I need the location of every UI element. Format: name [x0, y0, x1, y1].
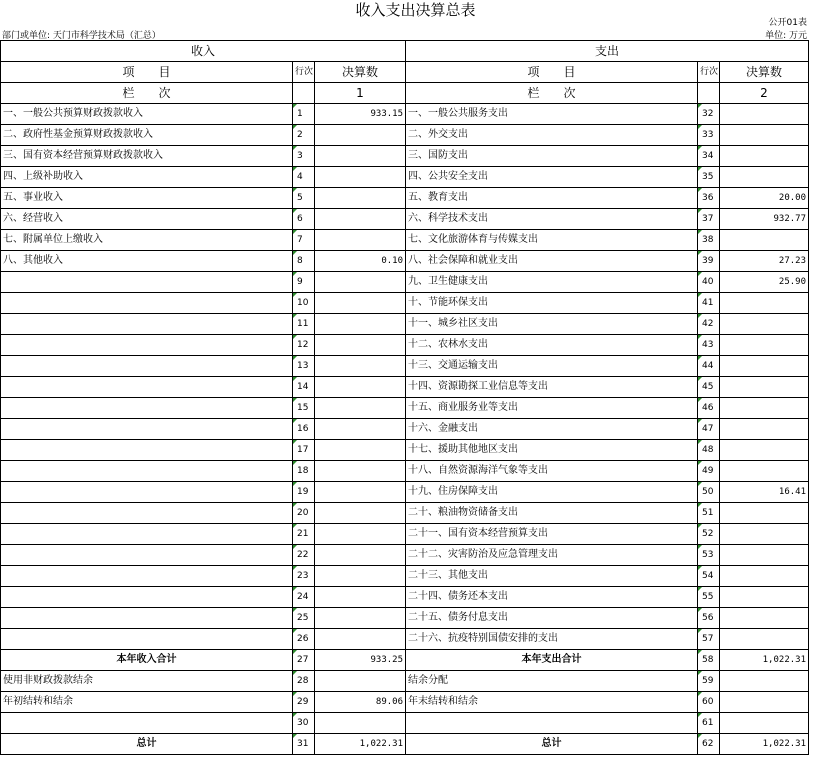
income-amount — [315, 482, 406, 503]
expense-line-number: 45 — [698, 377, 720, 398]
expense-item-label: 五、教育支出 — [406, 188, 698, 209]
expense-item-label — [406, 713, 698, 734]
expense-amount — [720, 671, 809, 692]
income-line-number: 9 — [293, 272, 315, 293]
expense-amount — [720, 692, 809, 713]
income-amount — [315, 293, 406, 314]
income-item-label: 六、经营收入 — [1, 209, 293, 230]
income-item-label — [1, 419, 293, 440]
expense-amount — [720, 335, 809, 356]
expense-amount — [720, 503, 809, 524]
expense-amount — [720, 125, 809, 146]
expense-line-number: 47 — [698, 419, 720, 440]
table-row — [1, 734, 809, 755]
income-amount — [315, 566, 406, 587]
income-amount — [315, 398, 406, 419]
income-line-number: 29 — [293, 692, 315, 713]
income-item-label: 一、一般公共预算财政拨款收入 — [1, 104, 293, 125]
income-item-label — [1, 566, 293, 587]
income-item-label — [1, 713, 293, 734]
expense-line-number: 58 — [698, 650, 720, 671]
expense-column-number: 2 — [720, 83, 809, 104]
form-code: 公开01表 — [768, 18, 807, 28]
table-row — [1, 713, 809, 734]
table-row — [1, 503, 809, 524]
income-line-number: 26 — [293, 629, 315, 650]
income-line-number: 22 — [293, 545, 315, 566]
expense-line-number: 41 — [698, 293, 720, 314]
expense-item-label: 十五、商业服务业等支出 — [406, 398, 698, 419]
income-amount — [315, 587, 406, 608]
expense-item-label: 二十、粮油物资储备支出 — [406, 503, 698, 524]
expense-item-label: 十四、资源勘探工业信息等支出 — [406, 377, 698, 398]
expense-line-number: 59 — [698, 671, 720, 692]
expense-amount — [720, 230, 809, 251]
expense-line-number: 48 — [698, 440, 720, 461]
table-row — [1, 398, 809, 419]
table-row — [1, 482, 809, 503]
expense-item-label: 三、国防支出 — [406, 146, 698, 167]
table-row — [1, 188, 809, 209]
income-line-number: 24 — [293, 587, 315, 608]
table-row — [1, 104, 809, 125]
income-item-label — [1, 356, 293, 377]
income-amount: 933.15 — [315, 104, 406, 125]
income-item-label — [1, 461, 293, 482]
table-row — [1, 230, 809, 251]
department-label: 部门或单位: 天门市科学技术局（汇总） — [2, 31, 161, 41]
expense-item-label: 二十四、债务还本支出 — [406, 587, 698, 608]
income-column-blank — [293, 83, 315, 104]
expense-item-label: 总计 — [406, 734, 698, 755]
income-amount: 1,022.31 — [315, 734, 406, 755]
expense-amount — [720, 713, 809, 734]
income-line-number: 6 — [293, 209, 315, 230]
income-line-number: 21 — [293, 524, 315, 545]
income-line-number: 16 — [293, 419, 315, 440]
expense-line-number: 44 — [698, 356, 720, 377]
expense-line-number: 32 — [698, 104, 720, 125]
table-row — [1, 608, 809, 629]
income-item-label — [1, 545, 293, 566]
income-amount — [315, 671, 406, 692]
income-amount — [315, 713, 406, 734]
expense-item-label: 二十二、灾害防治及应急管理支出 — [406, 545, 698, 566]
expense-amount — [720, 356, 809, 377]
expense-amount — [720, 440, 809, 461]
income-amount — [315, 461, 406, 482]
expense-line-number: 36 — [698, 188, 720, 209]
expense-item-label: 八、社会保障和就业支出 — [406, 251, 698, 272]
expense-header: 支出 — [406, 41, 809, 62]
expense-item-label: 十七、援助其他地区支出 — [406, 440, 698, 461]
table-row — [1, 146, 809, 167]
income-amount — [315, 419, 406, 440]
table-row — [1, 440, 809, 461]
income-amount — [315, 167, 406, 188]
expense-item-label: 二十六、抗疫特别国债安排的支出 — [406, 629, 698, 650]
income-amount: 933.25 — [315, 650, 406, 671]
income-amount — [315, 629, 406, 650]
income-amount — [315, 356, 406, 377]
table-row — [1, 587, 809, 608]
income-item-label — [1, 377, 293, 398]
income-amount — [315, 503, 406, 524]
table-row — [1, 461, 809, 482]
expense-amount: 16.41 — [720, 482, 809, 503]
income-item-label — [1, 314, 293, 335]
income-amount — [315, 377, 406, 398]
expense-item-label: 十八、自然资源海洋气象等支出 — [406, 461, 698, 482]
income-item-label: 七、附属单位上缴收入 — [1, 230, 293, 251]
income-line-number: 7 — [293, 230, 315, 251]
expense-amount — [720, 314, 809, 335]
income-item-label — [1, 335, 293, 356]
expense-amount — [720, 608, 809, 629]
expense-amount: 932.77 — [720, 209, 809, 230]
income-item-label: 八、其他收入 — [1, 251, 293, 272]
expense-amount-header: 决算数 — [720, 62, 809, 83]
income-amount: 0.10 — [315, 251, 406, 272]
income-line-number: 20 — [293, 503, 315, 524]
expense-item-label: 一、一般公共服务支出 — [406, 104, 698, 125]
expense-item-label: 二十一、国有资本经营预算支出 — [406, 524, 698, 545]
income-amount — [315, 440, 406, 461]
income-item-label — [1, 293, 293, 314]
expense-item-label: 七、文化旅游体育与传媒支出 — [406, 230, 698, 251]
income-line-header: 行次 — [293, 62, 315, 83]
income-line-number: 30 — [293, 713, 315, 734]
page-title: 收入支出决算总表 — [355, 1, 476, 19]
income-line-number: 27 — [293, 650, 315, 671]
expense-line-number: 35 — [698, 167, 720, 188]
income-amount — [315, 146, 406, 167]
expense-amount — [720, 377, 809, 398]
table-row — [1, 251, 809, 272]
income-line-number: 5 — [293, 188, 315, 209]
expense-line-number: 60 — [698, 692, 720, 713]
summary-table — [0, 40, 809, 755]
expense-item-label: 十六、金融支出 — [406, 419, 698, 440]
expense-line-number: 55 — [698, 587, 720, 608]
income-item-label — [1, 503, 293, 524]
table-row — [1, 356, 809, 377]
expense-line-number: 54 — [698, 566, 720, 587]
expense-item-label: 二十五、债务付息支出 — [406, 608, 698, 629]
income-amount: 89.06 — [315, 692, 406, 713]
expense-line-number: 62 — [698, 734, 720, 755]
expense-item-label: 二十三、其他支出 — [406, 566, 698, 587]
expense-line-number: 49 — [698, 461, 720, 482]
expense-line-number: 53 — [698, 545, 720, 566]
income-item-label — [1, 398, 293, 419]
income-line-number: 18 — [293, 461, 315, 482]
expense-line-number: 56 — [698, 608, 720, 629]
expense-item-label: 二、外交支出 — [406, 125, 698, 146]
table-row — [1, 377, 809, 398]
expense-line-number: 40 — [698, 272, 720, 293]
income-line-number: 31 — [293, 734, 315, 755]
expense-line-number: 46 — [698, 398, 720, 419]
table-row — [1, 524, 809, 545]
expense-amount: 1,022.31 — [720, 734, 809, 755]
income-amount — [315, 314, 406, 335]
table-row — [1, 671, 809, 692]
income-line-number: 15 — [293, 398, 315, 419]
expense-item-header: 项 目 — [406, 62, 698, 83]
income-amount — [315, 209, 406, 230]
expense-item-label: 年末结转和结余 — [406, 692, 698, 713]
income-line-number: 19 — [293, 482, 315, 503]
table-row — [1, 272, 809, 293]
expense-item-label: 六、科学技术支出 — [406, 209, 698, 230]
income-item-label: 总计 — [1, 734, 293, 755]
expense-amount — [720, 146, 809, 167]
expense-item-label: 四、公共安全支出 — [406, 167, 698, 188]
expense-line-number: 52 — [698, 524, 720, 545]
income-item-label — [1, 272, 293, 293]
income-column-label: 栏 次 — [1, 83, 293, 104]
income-amount — [315, 230, 406, 251]
expense-item-label: 十九、住房保障支出 — [406, 482, 698, 503]
expense-amount: 27.23 — [720, 251, 809, 272]
expense-amount — [720, 566, 809, 587]
expense-line-number: 38 — [698, 230, 720, 251]
expense-amount — [720, 524, 809, 545]
income-line-number: 2 — [293, 125, 315, 146]
expense-amount — [720, 293, 809, 314]
expense-column-blank — [698, 83, 720, 104]
income-line-number: 12 — [293, 335, 315, 356]
expense-line-number: 33 — [698, 125, 720, 146]
expense-amount — [720, 104, 809, 125]
income-amount — [315, 125, 406, 146]
table-row — [1, 545, 809, 566]
table-body — [1, 104, 809, 755]
income-amount — [315, 272, 406, 293]
expense-amount: 20.00 — [720, 188, 809, 209]
expense-item-label: 十二、农林水支出 — [406, 335, 698, 356]
expense-line-number: 43 — [698, 335, 720, 356]
income-line-number: 1 — [293, 104, 315, 125]
income-line-number: 10 — [293, 293, 315, 314]
expense-line-number: 34 — [698, 146, 720, 167]
expense-item-label: 十、节能环保支出 — [406, 293, 698, 314]
table-row — [1, 293, 809, 314]
income-item-label — [1, 608, 293, 629]
expense-item-label: 十三、交通运输支出 — [406, 356, 698, 377]
income-amount — [315, 524, 406, 545]
table-row — [1, 314, 809, 335]
income-item-label — [1, 629, 293, 650]
expense-item-label: 九、卫生健康支出 — [406, 272, 698, 293]
expense-column-label: 栏 次 — [406, 83, 698, 104]
income-item-label: 二、政府性基金预算财政拨款收入 — [1, 125, 293, 146]
expense-amount — [720, 419, 809, 440]
expense-amount — [720, 545, 809, 566]
income-column-number: 1 — [315, 83, 406, 104]
income-item-label — [1, 482, 293, 503]
expense-line-number: 57 — [698, 629, 720, 650]
income-line-number: 8 — [293, 251, 315, 272]
table-row — [1, 566, 809, 587]
income-amount-header: 决算数 — [315, 62, 406, 83]
income-amount — [315, 188, 406, 209]
expense-item-label: 十一、城乡社区支出 — [406, 314, 698, 335]
income-amount — [315, 545, 406, 566]
expense-line-number: 37 — [698, 209, 720, 230]
table-row — [1, 629, 809, 650]
income-item-label: 三、国有资本经营预算财政拨款收入 — [1, 146, 293, 167]
income-item-label: 四、上级补助收入 — [1, 167, 293, 188]
expense-line-number: 39 — [698, 251, 720, 272]
expense-line-number: 61 — [698, 713, 720, 734]
income-item-label: 五、事业收入 — [1, 188, 293, 209]
income-line-number: 4 — [293, 167, 315, 188]
expense-amount — [720, 461, 809, 482]
income-item-label — [1, 524, 293, 545]
expense-line-number: 50 — [698, 482, 720, 503]
table-row — [1, 167, 809, 188]
table-row — [1, 650, 809, 671]
expense-item-label: 本年支出合计 — [406, 650, 698, 671]
expense-line-header: 行次 — [698, 62, 720, 83]
income-amount — [315, 335, 406, 356]
income-line-number: 3 — [293, 146, 315, 167]
expense-line-number: 42 — [698, 314, 720, 335]
income-line-number: 11 — [293, 314, 315, 335]
income-header: 收入 — [1, 41, 406, 62]
table-row — [1, 125, 809, 146]
table-row — [1, 209, 809, 230]
expense-amount — [720, 167, 809, 188]
expense-amount: 25.90 — [720, 272, 809, 293]
expense-line-number: 51 — [698, 503, 720, 524]
expense-amount — [720, 629, 809, 650]
income-item-header: 项 目 — [1, 62, 293, 83]
income-line-number: 13 — [293, 356, 315, 377]
expense-amount — [720, 398, 809, 419]
income-item-label: 本年收入合计 — [1, 650, 293, 671]
expense-amount — [720, 587, 809, 608]
income-line-number: 17 — [293, 440, 315, 461]
income-item-label: 使用非财政拨款结余 — [1, 671, 293, 692]
table-row — [1, 419, 809, 440]
income-line-number: 14 — [293, 377, 315, 398]
income-item-label: 年初结转和结余 — [1, 692, 293, 713]
income-line-number: 23 — [293, 566, 315, 587]
table-row — [1, 335, 809, 356]
expense-amount: 1,022.31 — [720, 650, 809, 671]
expense-item-label: 结余分配 — [406, 671, 698, 692]
income-amount — [315, 608, 406, 629]
income-item-label — [1, 587, 293, 608]
unit-label: 单位: 万元 — [765, 31, 807, 41]
income-line-number: 28 — [293, 671, 315, 692]
income-item-label — [1, 440, 293, 461]
table-row — [1, 692, 809, 713]
income-line-number: 25 — [293, 608, 315, 629]
